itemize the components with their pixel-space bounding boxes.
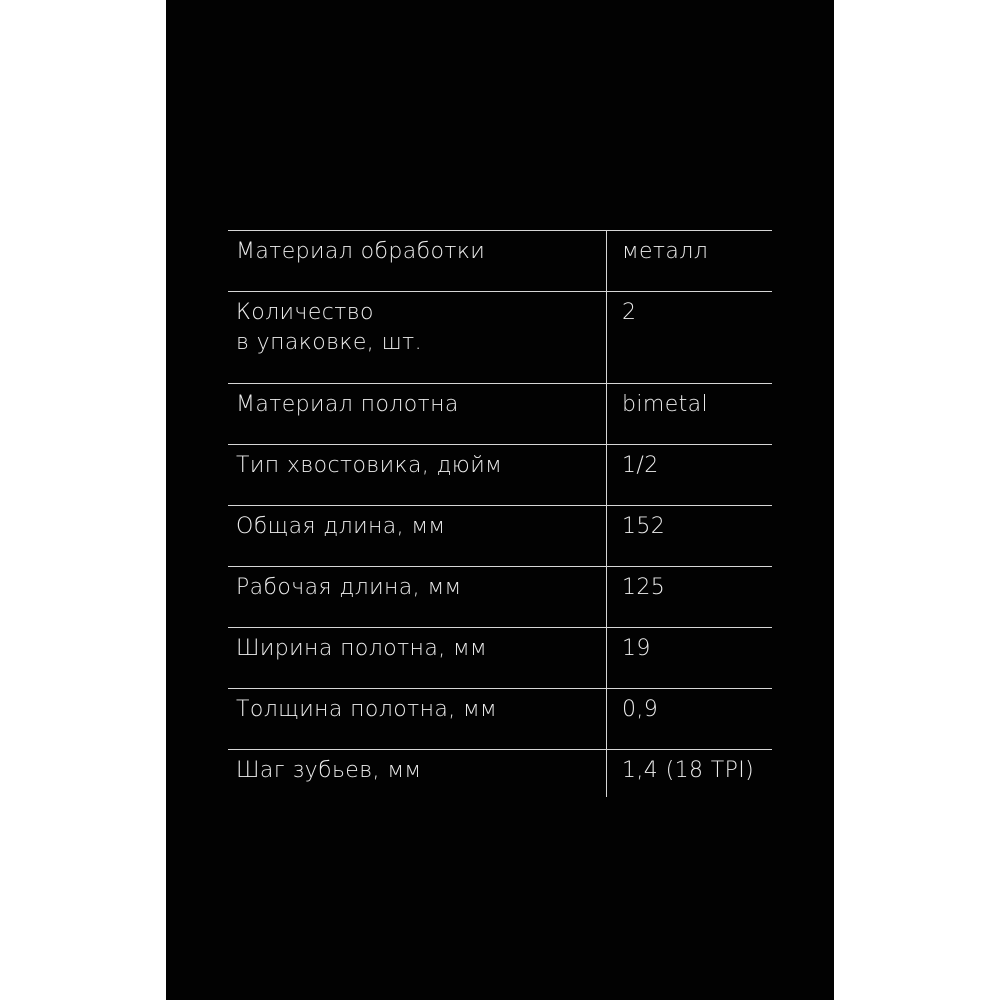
spec-value: 0,9 [606,689,772,749]
spec-row-blade-width [228,627,772,688]
spec-value: 19 [606,628,772,688]
spec-label: Рабочая длина, мм [236,575,462,600]
spec-row-total-length [228,505,772,566]
spec-row-blade-thickness [228,688,772,749]
spec-row-shank-type [228,444,772,505]
spec-value: 1,4 (18 TPI) [606,750,772,797]
spec-value: bimetal [606,384,772,444]
spec-row-processing-material [228,230,772,291]
spec-row-working-length [228,566,772,627]
spec-row-tooth-pitch [228,749,772,797]
spec-label: Материал полотна [236,392,459,417]
spec-value: 2 [606,292,772,383]
spec-label: Общая длина, мм [236,514,446,539]
spec-value: металл [606,231,772,291]
spec-label: Материал обработки [236,239,486,264]
spec-table [228,230,772,797]
spec-value: 152 [606,506,772,566]
spec-label: Шаг зубьев, мм [236,758,422,783]
spec-value: 1/2 [606,445,772,505]
spec-label: Ширина полотна, мм [236,636,487,661]
spec-label: Толщина полотна, мм [236,697,498,722]
spec-row-pack-quantity [228,291,772,383]
spec-row-blade-material [228,383,772,444]
spec-label: Тип хвостовика, дюйм [236,453,503,478]
spec-value: 125 [606,567,772,627]
spec-label: Количество в упаковке, шт. [236,300,422,355]
